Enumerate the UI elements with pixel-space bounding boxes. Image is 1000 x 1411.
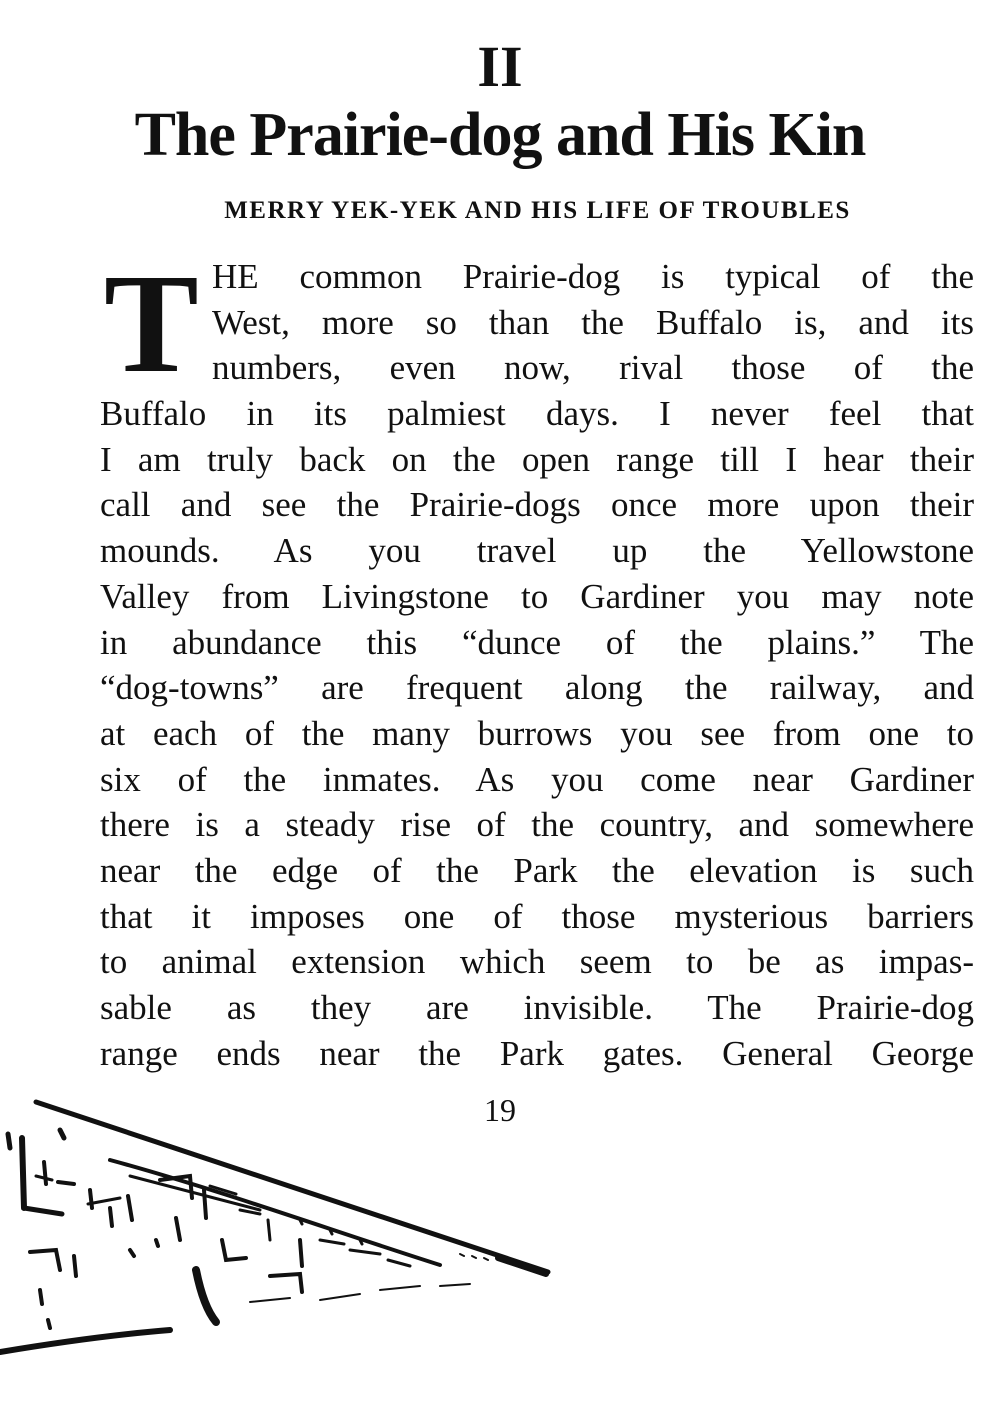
text-line: call and see the Prairie-dogs once more upon their: [100, 485, 974, 525]
drop-cap: T: [104, 244, 199, 402]
text-line: Buffalo in its palmiest days. I never feel that: [100, 394, 974, 434]
chapter-subtitle: MERRY YEK-YEK AND HIS LIFE OF TROUBLES: [224, 197, 851, 224]
text-line: HE common Prairie-dog is typical of the: [212, 257, 974, 296]
text-line: there is a steady rise of the country, and somewhere: [100, 805, 974, 845]
chapter-title: The Prairie-dog and His Kin: [134, 101, 866, 169]
text-line: to animal extension which seem to be as impas-: [100, 942, 974, 982]
body-text: [100, 244, 974, 1076]
text-line: West, more so than the Buffalo is, and its: [212, 302, 974, 342]
text-line: near the edge of the Park the elevation is such: [100, 850, 974, 890]
text-line: numbers, even now, rival those of the: [212, 348, 974, 388]
sketch-illustration-icon: [0, 1090, 560, 1390]
page-number: 19: [484, 1092, 516, 1128]
text-line: six of the inmates. As you come near Gardiner: [100, 759, 974, 799]
text-line: in abundance this “dunce of the plains.” The: [100, 622, 974, 662]
text-line: sable as they are invisible. The Prairie-dog: [100, 988, 974, 1027]
text-line: range ends near the Park gates. General George: [100, 1033, 974, 1073]
text-line: Valley from Livingstone to Gardiner you may note: [100, 576, 974, 616]
text-line: at each of the many burrows you see from one to: [100, 713, 974, 753]
chapter-numeral: II: [477, 34, 523, 99]
text-line: I am truly back on the open range till I hear their: [100, 439, 974, 479]
text-line: “dog-towns” are frequent along the railway, and: [100, 668, 974, 708]
text-line: that it imposes one of those mysterious barriers: [100, 896, 974, 936]
text-line: mounds. As you travel up the Yellowstone: [100, 531, 974, 571]
